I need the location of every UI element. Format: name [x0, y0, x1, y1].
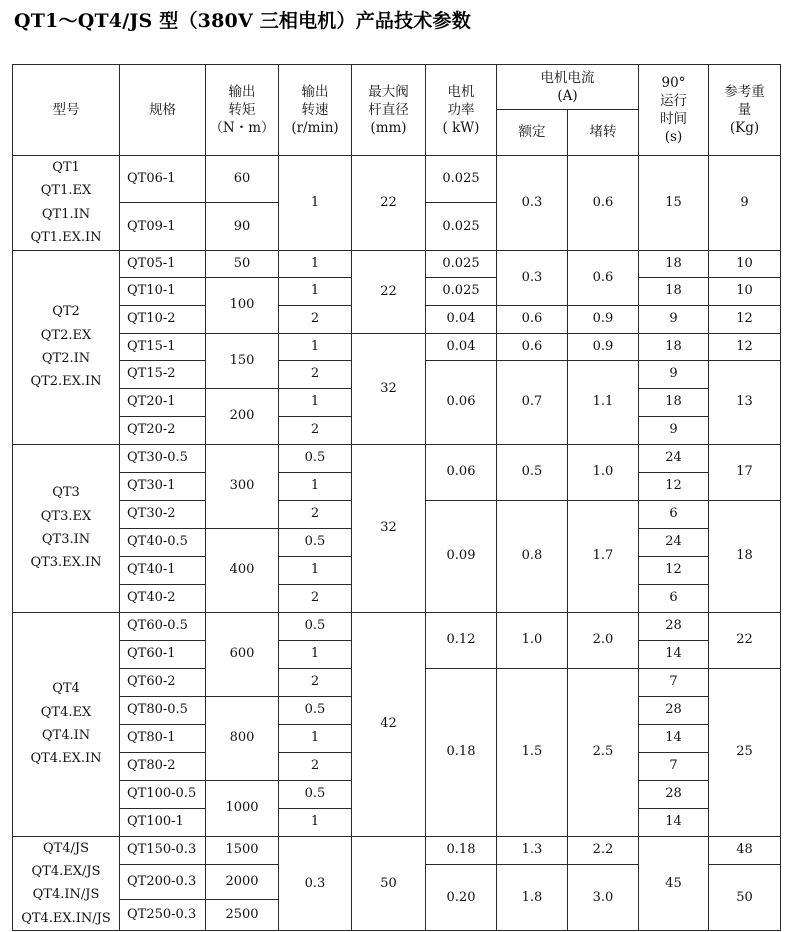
- speed-cell: 2: [279, 305, 352, 333]
- spec-cell: QT05-1: [120, 250, 206, 277]
- speed-cell: 1: [279, 250, 352, 277]
- spec-cell: QT250-0.3: [120, 900, 206, 931]
- rated-current-cell: 0.6: [497, 333, 568, 360]
- model-group-qt1: QT1 QT1.EX QT1.IN QT1.EX.IN: [13, 156, 120, 251]
- speed-cell: 1: [279, 808, 352, 836]
- spec-cell: QT100-0.5: [120, 780, 206, 808]
- spec-cell: QT10-1: [120, 277, 206, 305]
- power-cell: 0.20: [426, 864, 497, 931]
- time-cell: 28: [639, 696, 709, 724]
- spec-cell: QT200-0.3: [120, 864, 206, 900]
- header-power: 电机 功率 ( kW): [426, 65, 497, 156]
- spec-cell: QT20-2: [120, 416, 206, 444]
- torque-cell: 100: [206, 277, 279, 333]
- table-row: [13, 836, 781, 864]
- header-model: 型号: [13, 65, 120, 156]
- time-cell: 18: [639, 388, 709, 416]
- time-cell: 18: [639, 250, 709, 277]
- stall-current-cell: 0.6: [568, 156, 639, 251]
- power-cell: 0.18: [426, 836, 497, 864]
- power-cell: 0.09: [426, 500, 497, 612]
- header-weight: 参考重 量 (Kg): [709, 65, 781, 156]
- table-row: [13, 444, 781, 472]
- model-group-qt4: QT4 QT4.EX QT4.IN QT4.EX.IN: [13, 612, 120, 836]
- speed-cell: 2: [279, 416, 352, 444]
- spec-cell: QT60-2: [120, 668, 206, 696]
- time-cell: 28: [639, 612, 709, 640]
- stem-cell: 32: [352, 444, 426, 612]
- rated-current-cell: 0.6: [497, 305, 568, 333]
- weight-cell: 25: [709, 668, 781, 836]
- stall-current-cell: 0.9: [568, 333, 639, 360]
- spec-cell: QT100-1: [120, 808, 206, 836]
- power-cell: 0.04: [426, 305, 497, 333]
- power-cell: 0.06: [426, 444, 497, 500]
- header-time: 90° 运行 时间 (s): [639, 65, 709, 156]
- torque-cell: 1500: [206, 836, 279, 864]
- spec-cell: QT06-1: [120, 156, 206, 203]
- spec-cell: QT10-2: [120, 305, 206, 333]
- weight-cell: 17: [709, 444, 781, 500]
- speed-cell: 1: [279, 724, 352, 752]
- torque-cell: 800: [206, 696, 279, 780]
- weight-cell: 10: [709, 250, 781, 277]
- speed-cell: 1: [279, 640, 352, 668]
- stall-current-cell: 2.2: [568, 836, 639, 864]
- time-cell: 9: [639, 360, 709, 388]
- torque-cell: 400: [206, 528, 279, 612]
- time-cell: 28: [639, 780, 709, 808]
- rated-current-cell: 0.3: [497, 250, 568, 305]
- spec-cell: QT60-1: [120, 640, 206, 668]
- spec-cell: QT40-1: [120, 556, 206, 584]
- time-cell: 7: [639, 752, 709, 780]
- weight-cell: 12: [709, 333, 781, 360]
- speed-cell: 0.5: [279, 780, 352, 808]
- spec-cell: QT80-1: [120, 724, 206, 752]
- torque-cell: 2000: [206, 864, 279, 900]
- speed-cell: 1: [279, 472, 352, 500]
- torque-cell: 60: [206, 156, 279, 203]
- power-cell: 0.06: [426, 360, 497, 444]
- table-row: [13, 156, 781, 203]
- header-rated: 额定: [497, 110, 568, 156]
- power-cell: 0.025: [426, 277, 497, 305]
- torque-cell: 50: [206, 250, 279, 277]
- header-stem: 最大阀 杆直径 (mm): [352, 65, 426, 156]
- spec-cell: QT30-2: [120, 500, 206, 528]
- time-cell: 6: [639, 584, 709, 612]
- table-row: [13, 612, 781, 640]
- time-cell: 45: [639, 836, 709, 931]
- spec-cell: QT20-1: [120, 388, 206, 416]
- power-cell: 0.04: [426, 333, 497, 360]
- header-current: 电机电流 (A): [497, 65, 639, 110]
- model-group-qt2: QT2 QT2.EX QT2.IN QT2.EX.IN: [13, 250, 120, 444]
- table-row: [13, 333, 781, 360]
- time-cell: 12: [639, 556, 709, 584]
- page-title: QT1～QT4/JS 型（380V 三相电机）产品技术参数: [14, 10, 471, 32]
- spec-cell: QT30-0.5: [120, 444, 206, 472]
- rated-current-cell: 1.0: [497, 612, 568, 668]
- stall-current-cell: 0.6: [568, 250, 639, 305]
- speed-cell: 0.5: [279, 696, 352, 724]
- header-torque: 输出 转矩 （N・m）: [206, 65, 279, 156]
- speed-cell: 0.3: [279, 836, 352, 931]
- power-cell: 0.025: [426, 156, 497, 203]
- time-cell: 6: [639, 500, 709, 528]
- spec-table: [12, 64, 781, 931]
- stem-cell: 32: [352, 333, 426, 444]
- time-cell: 18: [639, 277, 709, 305]
- torque-cell: 2500: [206, 900, 279, 931]
- rated-current-cell: 1.3: [497, 836, 568, 864]
- time-cell: 7: [639, 668, 709, 696]
- power-cell: 0.12: [426, 612, 497, 668]
- rated-current-cell: 1.8: [497, 864, 568, 931]
- rated-current-cell: 0.7: [497, 360, 568, 444]
- spec-cell: QT09-1: [120, 203, 206, 250]
- spec-cell: QT30-1: [120, 472, 206, 500]
- speed-cell: 1: [279, 388, 352, 416]
- stall-current-cell: 1.0: [568, 444, 639, 500]
- spec-cell: QT40-2: [120, 584, 206, 612]
- speed-cell: 2: [279, 500, 352, 528]
- spec-cell: QT15-2: [120, 360, 206, 388]
- speed-cell: 2: [279, 668, 352, 696]
- header-row: [13, 65, 781, 110]
- spec-cell: QT40-0.5: [120, 528, 206, 556]
- spec-cell: QT80-0.5: [120, 696, 206, 724]
- time-cell: 9: [639, 416, 709, 444]
- speed-cell: 2: [279, 752, 352, 780]
- time-cell: 24: [639, 444, 709, 472]
- table-row: [13, 250, 781, 277]
- time-cell: 24: [639, 528, 709, 556]
- torque-cell: 1000: [206, 780, 279, 836]
- weight-cell: 50: [709, 864, 781, 931]
- time-cell: 14: [639, 808, 709, 836]
- rated-current-cell: 0.5: [497, 444, 568, 500]
- power-cell: 0.025: [426, 250, 497, 277]
- stem-cell: 22: [352, 250, 426, 333]
- torque-cell: 90: [206, 203, 279, 250]
- weight-cell: 12: [709, 305, 781, 333]
- speed-cell: 1: [279, 333, 352, 360]
- torque-cell: 300: [206, 444, 279, 528]
- spec-cell: QT15-1: [120, 333, 206, 360]
- spec-cell: QT80-2: [120, 752, 206, 780]
- weight-cell: 18: [709, 500, 781, 612]
- speed-cell: 2: [279, 584, 352, 612]
- time-cell: 9: [639, 305, 709, 333]
- rated-current-cell: 1.5: [497, 668, 568, 836]
- weight-cell: 48: [709, 836, 781, 864]
- header-spec: 规格: [120, 65, 206, 156]
- speed-cell: 1: [279, 156, 352, 251]
- stall-current-cell: 2.5: [568, 668, 639, 836]
- weight-cell: 22: [709, 612, 781, 668]
- speed-cell: 1: [279, 556, 352, 584]
- model-group-qt4-js: QT4/JS QT4.EX/JS QT4.IN/JS QT4.EX.IN/JS: [13, 836, 120, 931]
- torque-cell: 600: [206, 612, 279, 696]
- speed-cell: 1: [279, 277, 352, 305]
- weight-cell: 10: [709, 277, 781, 305]
- stem-cell: 50: [352, 836, 426, 931]
- time-cell: 15: [639, 156, 709, 251]
- stall-current-cell: 2.0: [568, 612, 639, 668]
- stall-current-cell: 1.7: [568, 500, 639, 612]
- header-speed: 输出 转速 (r/min): [279, 65, 352, 156]
- speed-cell: 0.5: [279, 444, 352, 472]
- time-cell: 18: [639, 333, 709, 360]
- speed-cell: 2: [279, 360, 352, 388]
- speed-cell: 0.5: [279, 528, 352, 556]
- header-stall: 堵转: [568, 110, 639, 156]
- stem-cell: 42: [352, 612, 426, 836]
- stall-current-cell: 1.1: [568, 360, 639, 444]
- time-cell: 14: [639, 724, 709, 752]
- power-cell: 0.025: [426, 203, 497, 250]
- stall-current-cell: 0.9: [568, 305, 639, 333]
- power-cell: 0.18: [426, 668, 497, 836]
- rated-current-cell: 0.3: [497, 156, 568, 251]
- time-cell: 12: [639, 472, 709, 500]
- rated-current-cell: 0.8: [497, 500, 568, 612]
- model-group-qt3: QT3 QT3.EX QT3.IN QT3.EX.IN: [13, 444, 120, 612]
- spec-cell: QT150-0.3: [120, 836, 206, 864]
- weight-cell: 9: [709, 156, 781, 251]
- torque-cell: 200: [206, 388, 279, 444]
- time-cell: 14: [639, 640, 709, 668]
- spec-cell: QT60-0.5: [120, 612, 206, 640]
- speed-cell: 0.5: [279, 612, 352, 640]
- stem-cell: 22: [352, 156, 426, 251]
- torque-cell: 150: [206, 333, 279, 388]
- stall-current-cell: 3.0: [568, 864, 639, 931]
- weight-cell: 13: [709, 360, 781, 444]
